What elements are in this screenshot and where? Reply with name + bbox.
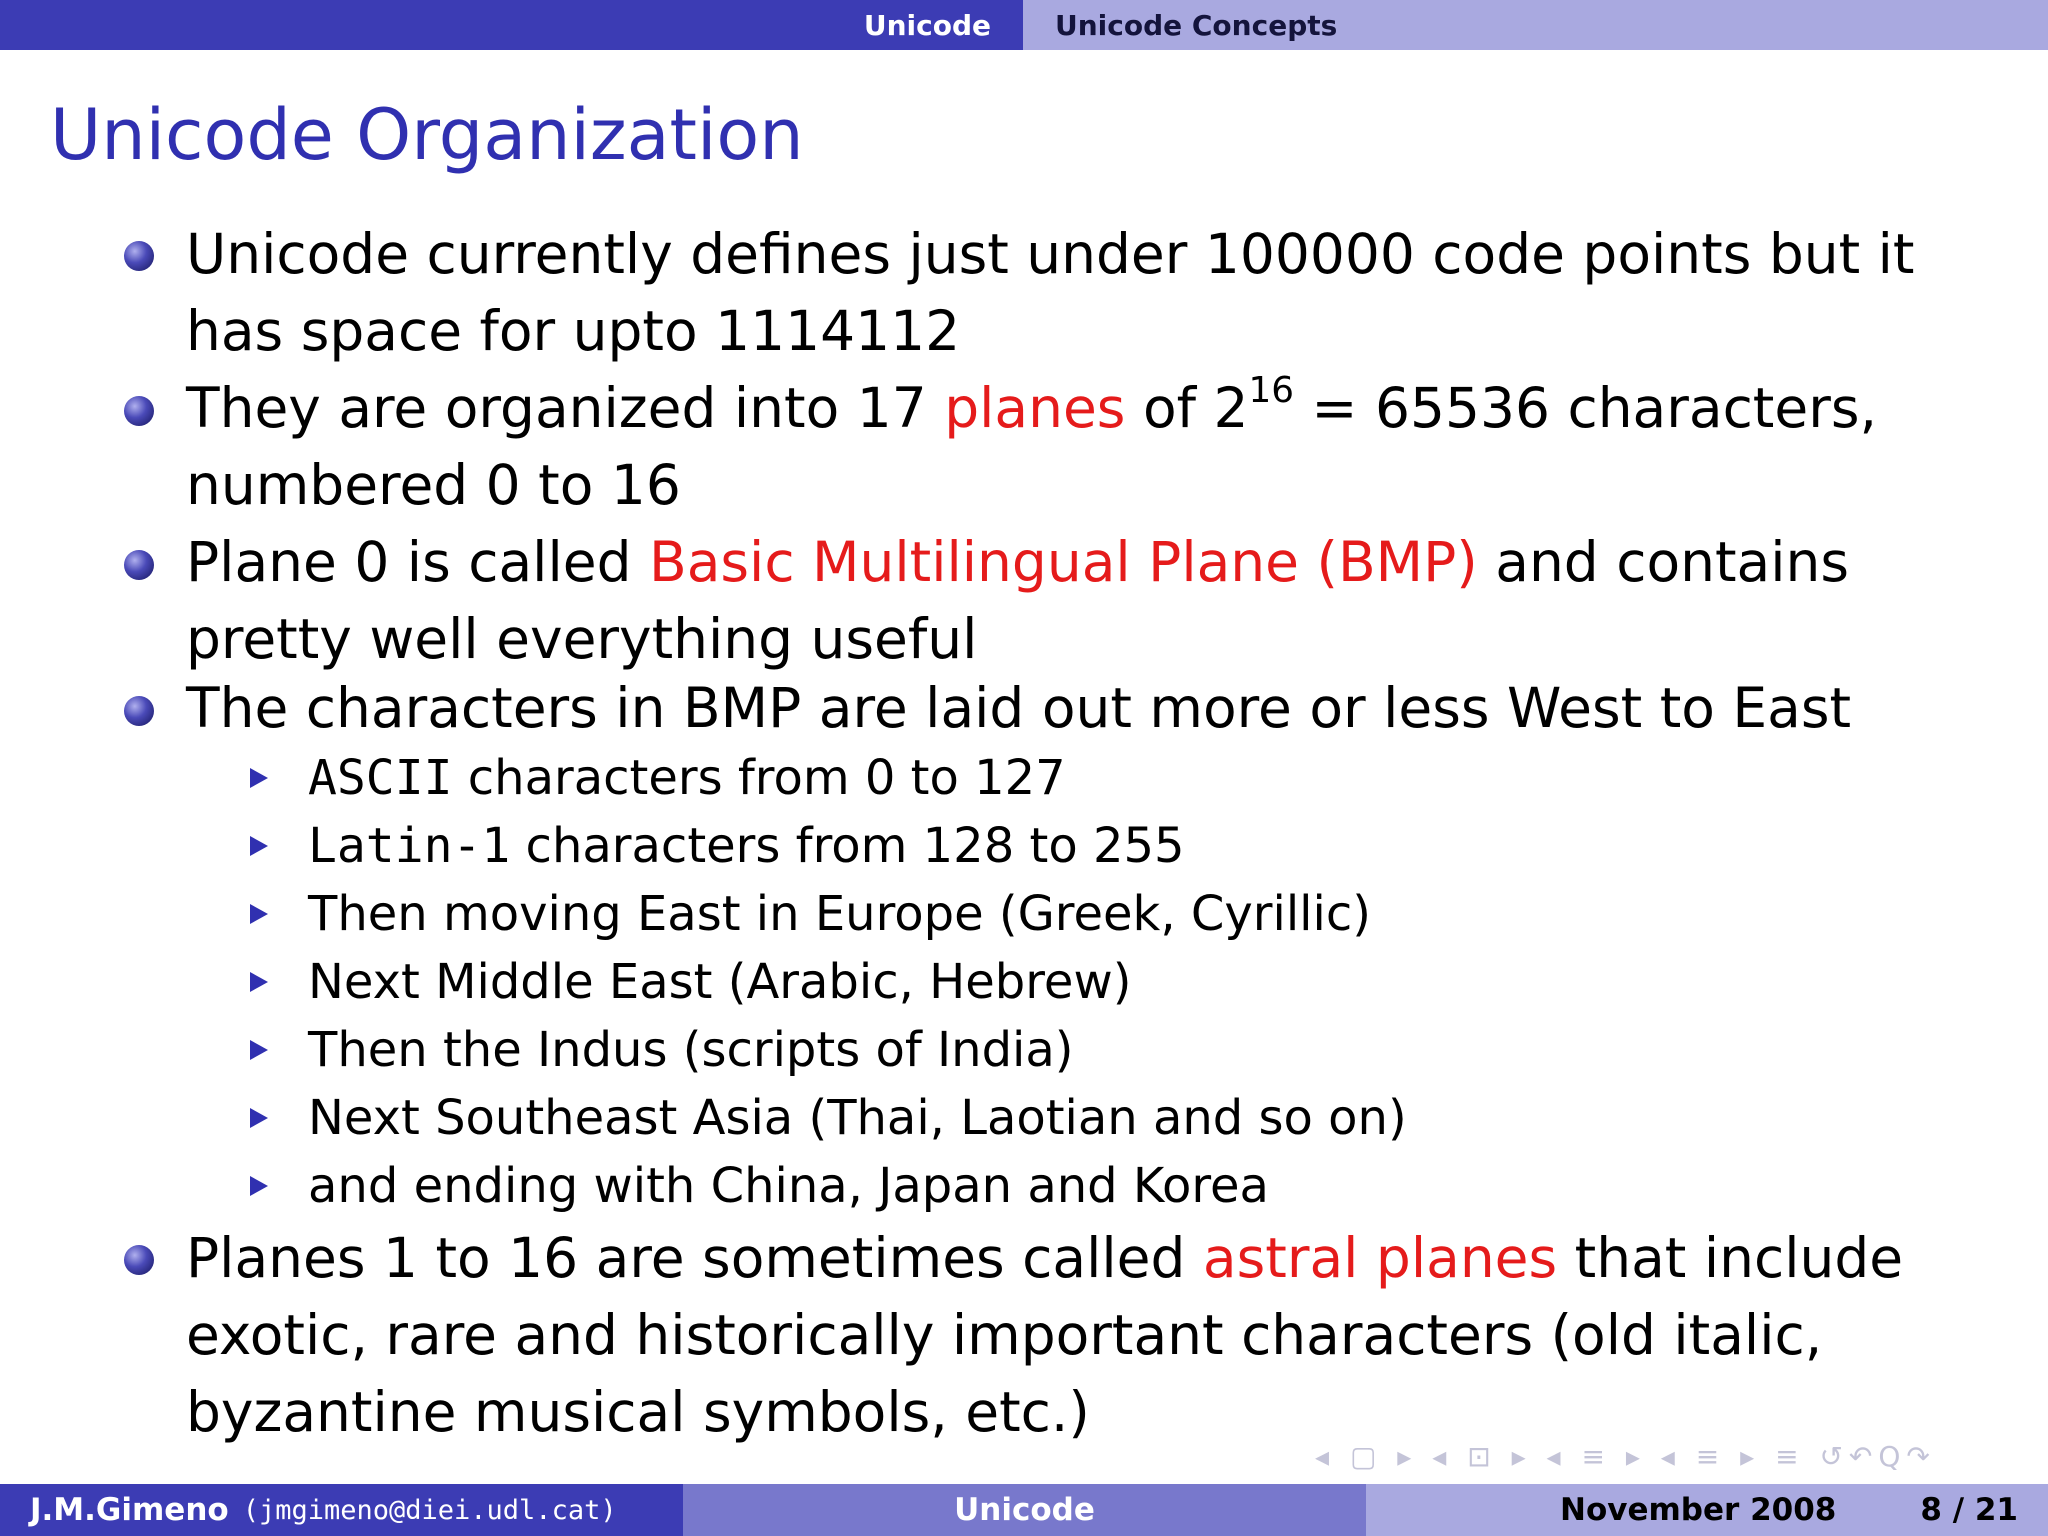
bullet-text: The characters in BMP are laid out more or less West to East xyxy=(186,676,1852,740)
mono-term: ASCII xyxy=(308,750,453,806)
sub-item xyxy=(308,1088,1407,1148)
triangle-bullet-icon xyxy=(250,904,268,924)
sub-item xyxy=(308,1156,1269,1216)
page-number: 8 / 21 xyxy=(1920,1492,2018,1528)
footer-email-address: jmgimeno@diei.udl.cat xyxy=(258,1494,601,1526)
bullet-text: They are organized into 17 xyxy=(186,376,945,440)
footer-email-close: ) xyxy=(600,1494,617,1526)
sub-item xyxy=(308,952,1131,1012)
bullet-item xyxy=(186,670,1996,747)
bullet-text: that include exotic, rare and historically important characters (old italic, byzantine musical symbols, etc.) xyxy=(186,1226,1904,1444)
footer-bar xyxy=(0,1484,2048,1536)
bullet-marker xyxy=(124,696,154,726)
footer-email-open: ( xyxy=(242,1494,259,1526)
mono-term: Latin-1 xyxy=(308,818,511,874)
bullet-marker xyxy=(124,396,154,426)
bullet-text: and contains pretty well everything useful xyxy=(186,530,1850,671)
footer-email xyxy=(243,1495,617,1526)
sub-item-text: Next Middle East (Arabic, Hebrew) xyxy=(308,954,1132,1010)
header-section-label[interactable]: Unicode xyxy=(863,8,991,42)
footer-title-cell xyxy=(683,1484,1366,1536)
bullet-text: of 2 xyxy=(1125,376,1249,440)
triangle-bullet-icon xyxy=(250,972,268,992)
slide-title: Unicode Organization xyxy=(50,94,804,176)
bullet-text: Plane 0 is called xyxy=(186,530,649,594)
triangle-bullet-icon xyxy=(250,1176,268,1196)
footer-author-cell xyxy=(0,1484,683,1536)
footer-title: Unicode xyxy=(954,1492,1095,1528)
exponent: 16 xyxy=(1248,369,1294,411)
highlight-term: Basic Multilingual Plane (BMP) xyxy=(648,530,1478,594)
sub-item xyxy=(308,748,1066,808)
sub-item-text: characters from 128 to 255 xyxy=(510,818,1185,874)
sub-item xyxy=(308,816,1185,876)
footer-date-cell xyxy=(1366,1484,2048,1536)
bullet-text: = 65536 characters, numbered 0 to 16 xyxy=(186,376,1877,517)
bullet-marker xyxy=(124,550,154,580)
sub-item-text: Next Southeast Asia (Thai, Laotian and so on) xyxy=(308,1090,1407,1146)
bullet-item xyxy=(186,1220,1996,1451)
bullet-marker xyxy=(124,1245,154,1275)
beamer-navigation-icons[interactable]: ◂ ▢ ▸ ◂ ⊡ ▸ ◂ ≡ ▸ ◂ ≡ ▸ ≡ ↺↶Q↷ xyxy=(1315,1440,1936,1473)
bullet-text: Unicode currently defines just under 100000 code points but it has space for upto 1114112 xyxy=(186,222,1915,363)
sub-item-text: Then moving East in Europe (Greek, Cyrillic) xyxy=(308,886,1371,942)
sub-item-text: and ending with China, Japan and Korea xyxy=(308,1158,1269,1214)
footer-author: J.M.Gimeno xyxy=(30,1492,229,1528)
highlight-term: planes xyxy=(944,376,1126,440)
sub-item xyxy=(308,884,1371,944)
sub-item-text: characters from 0 to 127 xyxy=(452,750,1066,806)
highlight-term: astral planes xyxy=(1202,1226,1558,1290)
bullet-text: Planes 1 to 16 are sometimes called xyxy=(186,1226,1203,1290)
bullet-item xyxy=(186,524,1996,678)
header-subsection-label[interactable]: Unicode Concepts xyxy=(1055,8,1338,42)
footer-date: November 2008 xyxy=(1560,1492,1837,1528)
bullet-item xyxy=(186,370,1996,524)
triangle-bullet-icon xyxy=(250,768,268,788)
sub-item xyxy=(308,1020,1074,1080)
bullet-item xyxy=(186,216,1996,370)
triangle-bullet-icon xyxy=(250,1108,268,1128)
triangle-bullet-icon xyxy=(250,836,268,856)
sub-item-text: Then the Indus (scripts of India) xyxy=(308,1022,1074,1078)
triangle-bullet-icon xyxy=(250,1040,268,1060)
bullet-marker xyxy=(124,241,154,271)
